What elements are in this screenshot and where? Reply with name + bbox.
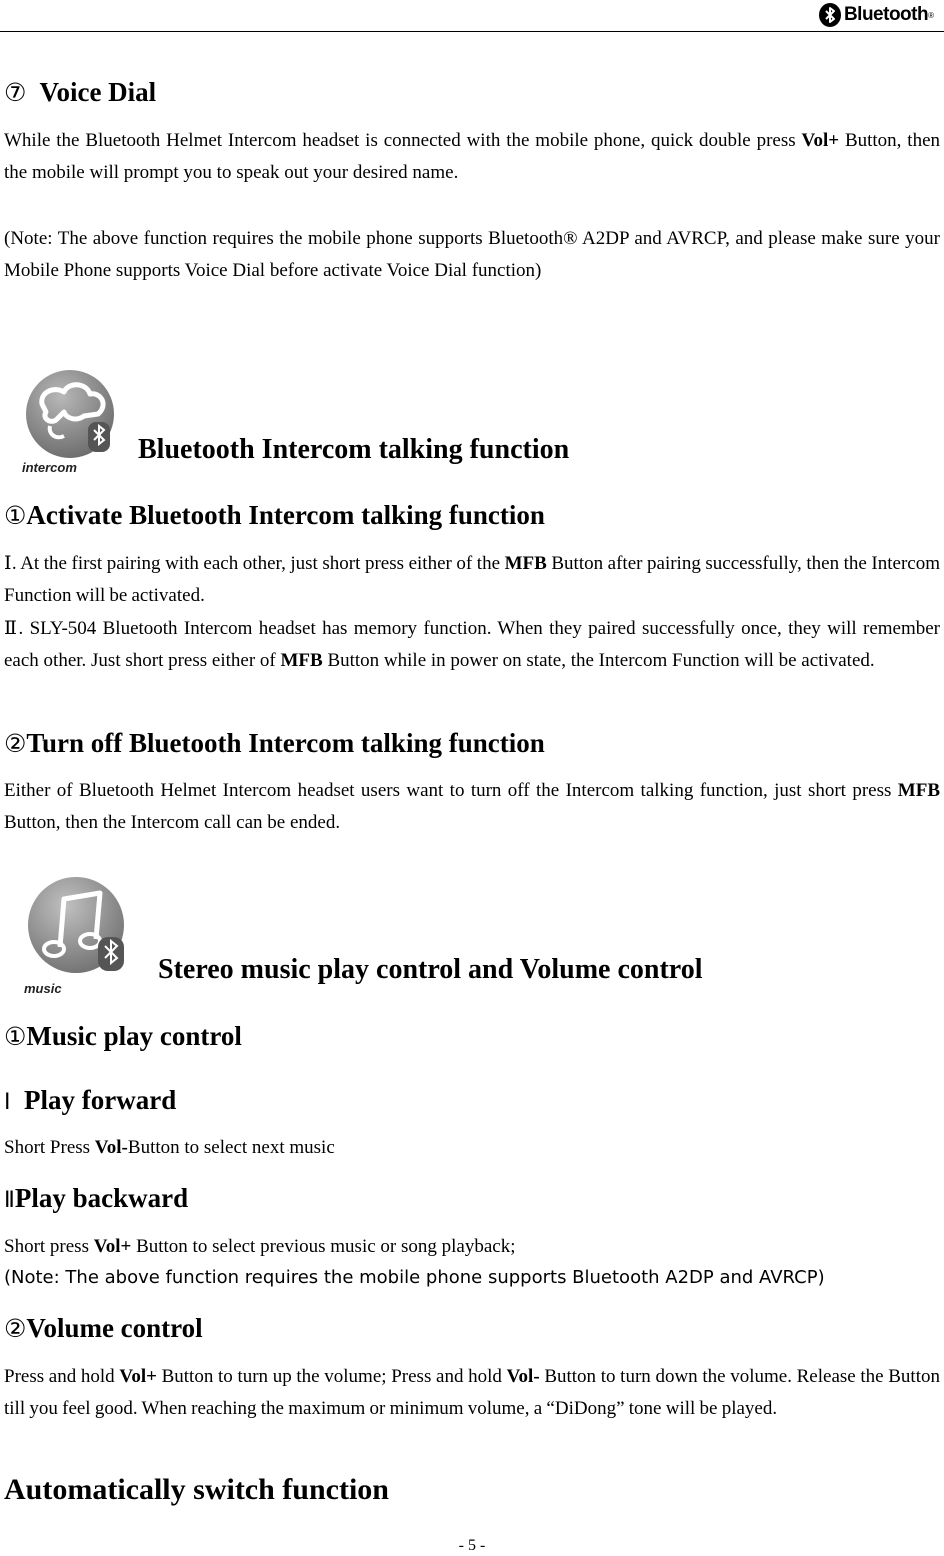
- music-icon-label: music: [24, 981, 62, 996]
- play-forward-paragraph: Short Press Vol-Button to select next music: [4, 1137, 335, 1158]
- page-number: - 5 -: [458, 1537, 486, 1554]
- vol-plus-label: Vol+: [801, 130, 840, 151]
- turn-off-intercom-heading: ②Turn off Bluetooth Intercom talking function: [4, 728, 545, 758]
- bluetooth-icon: [819, 3, 841, 27]
- voice-dial-title: Voice Dial: [39, 77, 157, 107]
- header-divider: [0, 31, 944, 32]
- music-section-title: Stereo music play control and Volume control: [158, 954, 703, 985]
- auto-switch-heading: Automatically switch function: [4, 1473, 389, 1506]
- music-play-control-heading: ①Music play control: [4, 1021, 242, 1051]
- activate-intercom-heading: ①Activate Bluetooth Intercom talking function: [4, 500, 545, 530]
- intercom-icon-label: intercom: [22, 460, 77, 475]
- volume-control-heading: ②Volume control: [4, 1313, 203, 1343]
- volume-control-paragraph: Press and hold Vol+ Button to turn up the volume; Press and hold Vol- Button to turn down the volume. Release the Button till you feel good. When reaching the maximum or minimum volume, a “DiDong” tone will be played.: [4, 1366, 940, 1419]
- turn-off-paragraph: Either of Bluetooth Helmet Intercom headset users want to turn off the Intercom talking function, just short press MFB Button, then the Intercom call can be ended.: [4, 780, 940, 833]
- voice-dial-heading: [4, 76, 940, 109]
- bluetooth-logo: [819, 2, 934, 28]
- voice-dial-note: (Note: The above function requires the mobile phone supports Bluetooth® A2DP and AVRCP, and please make sure your Mobile Phone supports Voice Dial before activate Voice Dial function): [4, 228, 940, 281]
- intercom-section-title: Bluetooth Intercom talking function: [138, 434, 570, 465]
- play-backward-paragraph: Short press Vol+ Button to select previous music or song playback;: [4, 1236, 516, 1257]
- bluetooth-logo-reg: ®: [928, 10, 934, 20]
- voice-dial-paragraph: While the Bluetooth Helmet Intercom headset is connected with the mobile phone, quick double press Vol+ Button, then the mobile will prompt you to speak out your desired name.: [4, 130, 940, 183]
- intercom-icon: [20, 368, 120, 478]
- voice-dial-number: ⑦: [4, 78, 27, 107]
- activate-item-1: Ⅰ. At the first pairing with each other, just short press either of the MFB Button after pairing successfully, then the Intercom Function will be activated.: [4, 553, 940, 606]
- play-backward-heading: ⅡPlay backward: [4, 1183, 189, 1213]
- play-forward-heading: Ⅰ Play forward: [4, 1085, 177, 1115]
- activate-item-2: Ⅱ. SLY-504 Bluetooth Intercom headset has memory function. When they paired successfully once, they will remember each other. Just short press either of MFB Button while in power on state, the Intercom Function will be activated.: [4, 618, 941, 671]
- music-icon: [20, 875, 130, 1000]
- play-backward-note: (Note: The above function requires the mobile phone supports Bluetooth A2DP and AVRCP): [4, 1267, 825, 1288]
- bluetooth-logo-text: Bluetooth: [843, 4, 929, 25]
